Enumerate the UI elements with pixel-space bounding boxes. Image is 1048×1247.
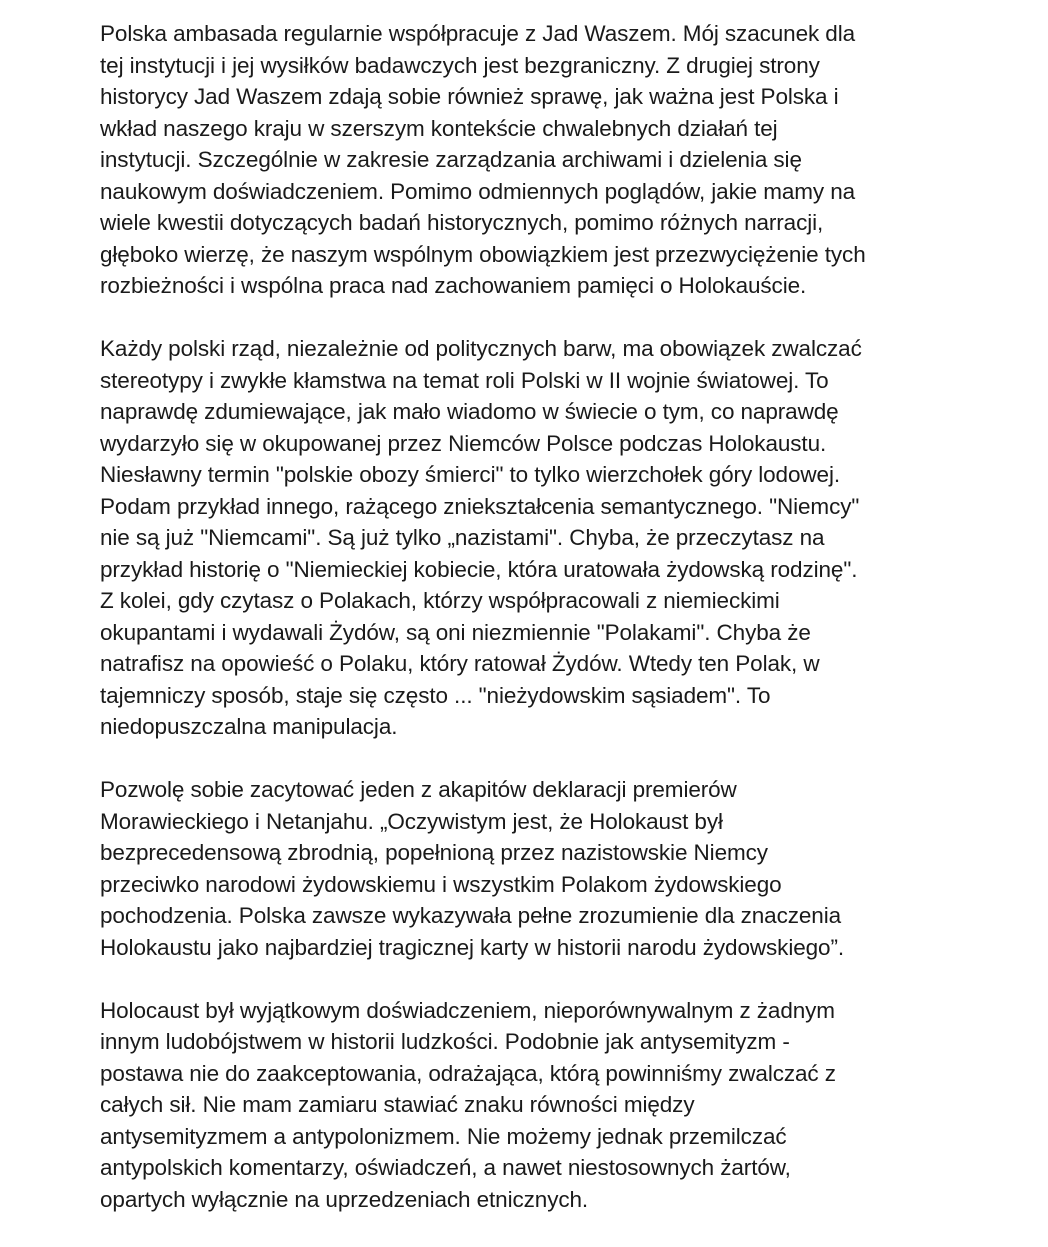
document-body xyxy=(100,18,960,1247)
text-line: Podam przykład innego, rażącego zniekształcenia semantycznego. "Niemcy" xyxy=(100,493,860,519)
text-line: Pozwolę sobie zacytować jeden z akapitów deklaracji premierów xyxy=(100,777,737,802)
text-line: wiele kwestii dotyczących badań historycznych, pomimo różnych narracji, xyxy=(100,210,824,235)
text-line: bezprecedensową zbrodnią, popełnioną przez nazistowskie Niemcy xyxy=(100,840,768,865)
text-line: Holocaust był wyjątkowym doświadczeniem, nieporównywalnym z żadnym xyxy=(100,997,835,1023)
text-line: stereotypy i zwykłe kłamstwa na temat roli Polski w II wojnie światowej. To xyxy=(100,367,829,393)
text-line: postawa nie do zaakceptowania, odrażająca, którą powinniśmy zwalczać z xyxy=(100,1060,836,1086)
text-line: wydarzyło się w okupowanej przez Niemców Polsce podczas Holokaustu. xyxy=(100,430,827,456)
text-line: antypolskich komentarzy, oświadczeń, a nawet niestosownych żartów, xyxy=(100,1155,791,1180)
text-line: historycy Jad Waszem zdają sobie również sprawę, jak ważna jest Polska i xyxy=(100,84,839,109)
text-line: Niesławny termin "polskie obozy śmierci" to tylko wierzchołek góry lodowej. xyxy=(100,462,840,487)
text-line: pochodzenia. Polska zawsze wykazywała pełne zrozumienie dla znaczenia xyxy=(100,903,842,928)
text-line: Każdy polski rząd, niezależnie od politycznych barw, ma obowiązek zwalczać xyxy=(100,336,862,361)
text-line: przeciwko narodowi żydowskiemu i wszystkim Polakom żydowskiego xyxy=(100,871,782,897)
text-line: całych sił. Nie mam zamiaru stawiać znaku równości między xyxy=(100,1092,695,1117)
paragraph-3 xyxy=(100,774,960,963)
text-line: natrafisz na opowieść o Polaku, który ratował Żydów. Wtedy ten Polak, w xyxy=(100,651,820,676)
paragraph-4 xyxy=(100,995,960,1216)
text-line: nie są już "Niemcami". Są już tylko „nazistami". Chyba, że przeczytasz na xyxy=(100,525,825,550)
text-line: okupantami i wydawali Żydów, są oni niezmiennie "Polakami". Chyba że xyxy=(100,619,811,645)
text-line: Z kolei, gdy czytasz o Polakach, którzy współpracowali z niemieckimi xyxy=(100,588,780,613)
text-line: rozbieżności i wspólna praca nad zachowaniem pamięci o Holokauście. xyxy=(100,273,807,298)
text-line: tej instytucji i jej wysiłków badawczych jest bezgraniczny. Z drugiej strony xyxy=(100,52,820,78)
text-line: niedopuszczalna manipulacja. xyxy=(100,714,398,739)
text-line: instytucji. Szczególnie w zakresie zarządzania archiwami i dzielenia się xyxy=(100,147,802,172)
text-line: Polska ambasada regularnie współpracuje z Jad Waszem. Mój szacunek dla xyxy=(100,21,856,46)
text-line: przykład historię o "Niemieckiej kobiecie, która uratowała żydowską rodzinę". xyxy=(100,556,858,582)
text-line: innym ludobójstwem w historii ludzkości. Podobnie jak antysemityzm - xyxy=(100,1029,790,1054)
text-line: antysemityzmem a antypolonizmem. Nie możemy jednak przemilczać xyxy=(100,1123,787,1149)
text-line: wkład naszego kraju w szerszym kontekście chwalebnych działań tej xyxy=(100,115,778,141)
paragraph-2 xyxy=(100,333,960,743)
text-line: Holokaustu jako najbardziej tragicznej karty w historii narodu żydowskiego”. xyxy=(100,934,845,960)
paragraph-1 xyxy=(100,18,960,302)
text-line: naprawdę zdumiewające, jak mało wiadomo w świecie o tym, co naprawdę xyxy=(100,399,839,424)
text-line: tajemniczy sposób, staje się często ... "nieżydowskim sąsiadem". To xyxy=(100,682,771,708)
text-line: głęboko wierzę, że naszym wspólnym obowiązkiem jest przezwyciężenie tych xyxy=(100,241,866,267)
text-line: naukowym doświadczeniem. Pomimo odmiennych poglądów, jakie mamy na xyxy=(100,178,856,204)
text-line: Morawieckiego i Netanjahu. „Oczywistym jest, że Holokaust był xyxy=(100,808,723,834)
text-line: opartych wyłącznie na uprzedzeniach etnicznych. xyxy=(100,1186,589,1212)
